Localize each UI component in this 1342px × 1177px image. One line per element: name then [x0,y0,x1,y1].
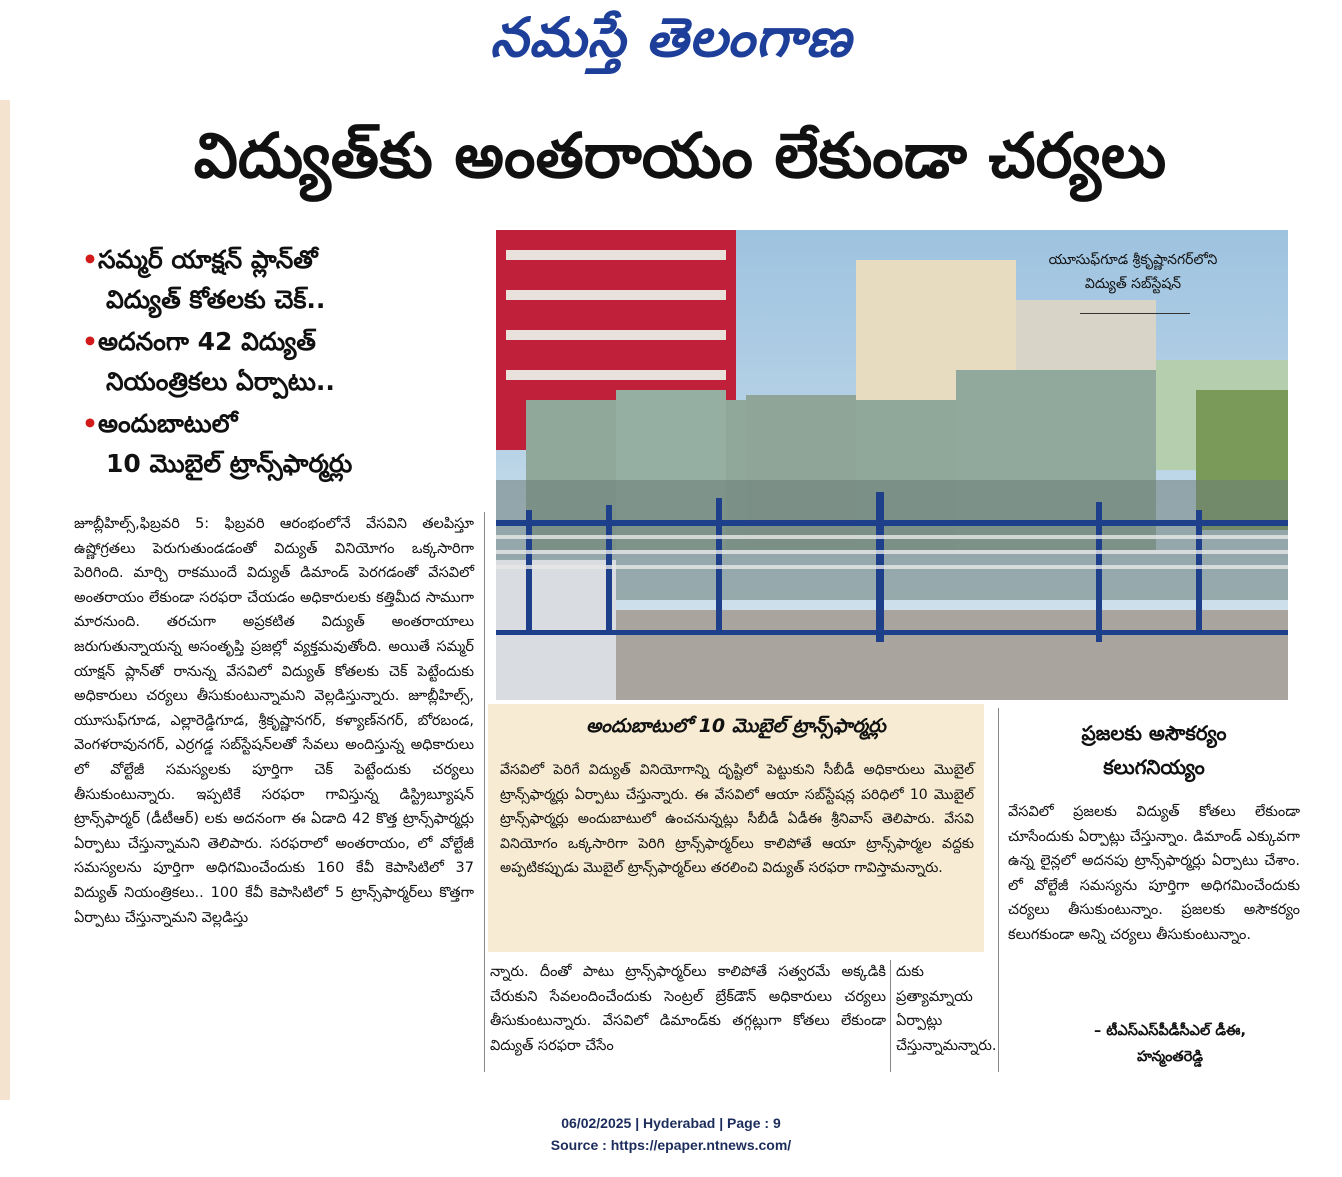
highlight-bullets [82,240,422,484]
bullet-line: అదనంగా 42 విద్యుత్‌ [97,327,316,356]
bullet-line: సమ్మర్‌ యాక్షన్‌ ప్లాన్‌తో [97,245,318,274]
bullet-line: అందుబాటులో [97,409,238,438]
caption-underline [1080,313,1190,314]
bullet-dot-icon: • [82,327,98,356]
sidebar-title [1004,716,1304,784]
column-divider [484,512,485,1072]
sidebar-text: వేసవిలో ప్రజలకు విద్యుత్‌ కోతలు లేకుండా చూసేందుకు ఏర్పాట్లు చేస్తున్నాం. డిమాండ్‌ ఎక్కువగా ఉన్న లైన్లలో అదనపు ట్రాన్స్‌ఫార్మర్లు ఏర్పాటు చేశాం. లో వోల్టేజీ సమస్యను పూర్తిగా అధిగమించేందుకు చర్యలు తీసుకుంటున్నాం. ప్రజలకు అసౌకర్యం కలుగకుండా అన్ని చర్యలు తీసుకుంటున్నాం. [1008,804,1300,943]
box-title: అందుబాటులో 10 మొబైల్‌ ట్రాన్స్‌ఫార్మర్లు [586,715,886,737]
signature-line: – టీఎస్‌ఎస్‌పీడీసీఎల్‌ డీఈ, [1094,1023,1246,1039]
bullet-line: నియంత్రికలు ఏర్పాటు.. [106,367,335,396]
main-article-text: జూబ్లీహిల్స్‌,ఫిబ్రవరి 5: ఫిబ్రవరి ఆరంభంలోనే వేసవిని తలపిస్తూ ఉష్ణోగ్రతలు పెరుగుతుండడంతో విద్యుత్‌ వినియోగం ఒక్కసారిగా పెరిగింది. మార్చి రాకముందే విద్యుత్‌ డిమాండ్‌ పెరగడంతో వేసవిలో అంతరాయం లేకుండా సరఫరా చేయడం అధికారులకు కత్తిమీద సాముగా మారనుంది. తరచుగా అప్రకటిత విద్యుత్‌ అంతరాయాలు జరుగుతున్నాయన్న అసంతృప్తి ప్రజల్లో వ్యక్తమవుతోంది. అయితే సమ్మర్‌ యాక్షన్‌ ప్లాన్‌తో రానున్న వేసవిలో విద్యుత్‌ కోతలకు చెక్‌ పెట్టేందుకు అధికారులు చర్యలు తీసుకుంటున్నామని వెల్లడిస్తున్నారు. జూబ్లీహిల్స్‌, యూసుఫ్‌గూడ, ఎల్లారెడ్డిగూడ, శ్రీకృష్ణానగర్‌, కళ్యాణ్‌నగర్‌, బోరబండ, వెంగళరావునగర్‌, ఎర్రగడ్డ సబ్‌స్టేషన్‌లతో సేవలు అందిస్తున్న అధికారులు లో వోల్టేజీ సమస్యలకు పూర్తిగా చెక్‌ పెట్టేందుకు చర్యలు తీసుకుంటున్నారు. ఇప్పటికే సరఫరా గావిస్తున్న డిస్ట్రిబ్యూషన్‌ ట్రాన్స్‌ఫార్మర్‌ (డీటీఆర్‌) లకు అదనంగా ఈ ఏడాది 42 కొత్త ట్రాన్స్‌ఫార్మర్లు ఏర్పాటు చేస్తున్నామని తెలిపారు. సరఫరాలో అంతరాయం, లో వోల్టేజీ సమస్యలను పూర్తిగా అధిగమించేందుకు 160 కేవీ కెపాసిటిలో 37 విద్యుత్‌ నియంత్రికలు.. 100 కేవీ కెపాసిటిలో 5 ట్రాన్స్‌ఫార్మర్‌లు కొత్తగా ఏర్పాటు చేస్తున్నామని వెల్లడిస్తు [74,516,474,926]
column-divider [998,708,999,1072]
page-edge-strip [0,100,10,1100]
signature-line: హన్మంతరెడ్డి [1136,1049,1204,1065]
photo-caption [998,248,1268,296]
photo-caption-line: విద్యుత్‌ సబ్‌స్టేషన్‌ [1084,276,1182,292]
bullet-line: 10 మొబైల్‌ ట్రాన్స్‌ఫార్మర్లు [106,449,353,478]
footer-date-line: 06/02/2025 | Hyderabad | Page : 9 [561,1115,781,1131]
sidebar-signature [1040,1018,1300,1070]
masthead [0,0,1342,80]
footer-source-link[interactable]: Source : https://epaper.ntnews.com/ [550,1137,792,1153]
newspaper-logo: నమస్తే తెలంగాణ [490,6,852,69]
substation-photo [496,230,1288,700]
bullet-item [82,404,422,484]
box-text: వేసవిలో పెరిగే విద్యుత్‌ వినియోగాన్ని దృష్టిలో పెట్టుకుని సీబీడీ అధికారులు మొబైల్‌ ట్రాన్స్‌ఫార్మర్లు ఏర్పాటు చేస్తున్నారు. ఈ వేసవిలో ఆయా సబ్‌స్టేషన్ల పరిధిలో 10 మొబైల్‌ ట్రాన్స్‌ఫార్మర్లు అందుబాటులో ఉంచనున్నట్లు సీబీడీ ఏడీఈ శ్రీనివాస్‌ తెలిపారు. వేసవి వినియోగం ఒక్కసారిగా పెరిగి ట్రాన్స్‌ఫార్మర్‌లు కాలిపోతే ఆయా ట్రాన్స్‌ఫార్మల వద్దకు అప్పటికప్పుడు మొబైల్‌ ట్రాన్స్‌ఫార్మర్‌లు తరలించి విద్యుత్‌ సరఫరా గావిస్తామన్నారు. [500,762,974,877]
continuation-text: న్నారు. దీంతో పాటు ట్రాన్స్‌ఫార్మర్‌లు కాలిపోతే సత్వరమే అక్కడికి చేరుకుని సేవలందించేందుకు సెంట్రల్‌ బ్రేక్‌డౌన్‌ అధికారులు చర్యలు తీసుకుంటున్నారు. వేసవిలో డిమాండ్‌కు తగ్గట్లుగా కోతలు లేకుండా విద్యుత్‌ సరఫరా చేసేం [490,964,886,1054]
bullet-dot-icon: • [82,409,98,438]
bullet-item [82,240,422,320]
page-headline: విద్యుత్‌కు అంతరాయం లేకుండా చర్యలు [193,119,1167,192]
bullet-item [82,322,422,402]
photo-caption-line: యూసుఫ్‌గూడ శ్రీకృష్ణానగర్‌లోని [1048,252,1218,268]
sidebar-title-line: కలుగనియ్యం [1103,755,1205,779]
sidebar-box [488,704,984,952]
column-divider [890,960,891,1072]
bullet-dot-icon: • [82,245,98,274]
page-footer [0,1112,1342,1156]
sidebar-title-line: ప్రజలకు అసౌకర్యం [1081,721,1227,745]
bullet-line: విద్యుత్‌ కోతలకు చెక్‌.. [106,285,326,314]
continuation-text: దుకు ప్రత్యామ్నాయ ఏర్పాట్లు చేస్తున్నామన్నారు. [896,964,997,1054]
